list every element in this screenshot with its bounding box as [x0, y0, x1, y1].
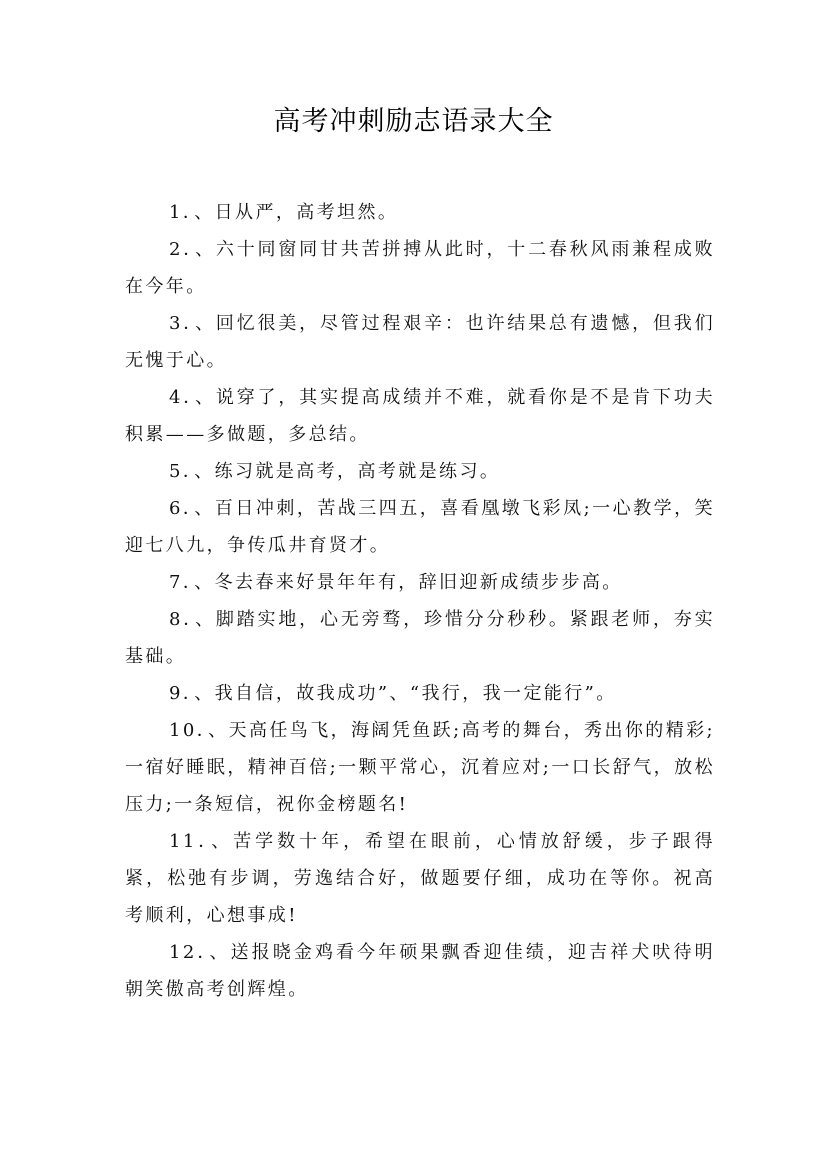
quote-paragraph-2: 2．、六十同窗同甘共苦拼搏从此时，十二春秋风雨兼程成败在今年。 [125, 239, 715, 297]
quote-paragraph-6: 6．、百日冲刺，苦战三四五，喜看凰墩飞彩凤;一心教学，笑迎七八九，争传瓜井育贤才。 [125, 498, 715, 556]
quote-paragraph-7: 7．、冬去春来好景年年有，辞旧迎新成绩步步高。 [169, 572, 623, 593]
quote-paragraph-4: 4．、说穿了，其实提高成绩并不难，就看你是不是肯下功夫积累——多做题，多总结。 [125, 387, 715, 445]
quote-paragraph-3: 3．、回忆很美，尽管过程艰辛：也许结果总有遗憾，但我们无愧于心。 [125, 313, 715, 371]
document-title: 高考冲刺励志语录大全 [273, 106, 554, 137]
quote-paragraph-5: 5．、练习就是高考，高考就是练习。 [169, 461, 501, 482]
quote-paragraph-12: 12．、送报晓金鸡看今年硕果飘香迎佳绩，迎吉祥犬吠待明朝笑傲高考创辉煌。 [125, 942, 715, 1000]
quote-paragraph-8: 8．、脚踏实地，心无旁骛，珍惜分分秒秒。紧跟老师，夯实基础。 [125, 609, 715, 667]
quote-paragraph-1: 1．、日从严，高考坦然。 [169, 202, 399, 223]
quote-paragraph-11: 11．、苦学数十年，希望在眼前，心情放舒缓，步子跟得紧，松弛有步调，劳逸结合好，做题要仔细，成功在等你。祝高考顺利，心想事成! [125, 831, 715, 926]
quote-paragraph-10: 10．、天高任鸟飞，海阔凭鱼跃;高考的舞台，秀出你的精彩;一宿好睡眠，精神百倍;一颗平常心，沉着应对;一口长舒气，放松压力;一条短信，祝你金榜题名! [125, 720, 715, 815]
quote-paragraph-9: 9．、我自信，故我成功”、“我行，我一定能行”。 [169, 683, 617, 704]
document-body [125, 194, 715, 1008]
